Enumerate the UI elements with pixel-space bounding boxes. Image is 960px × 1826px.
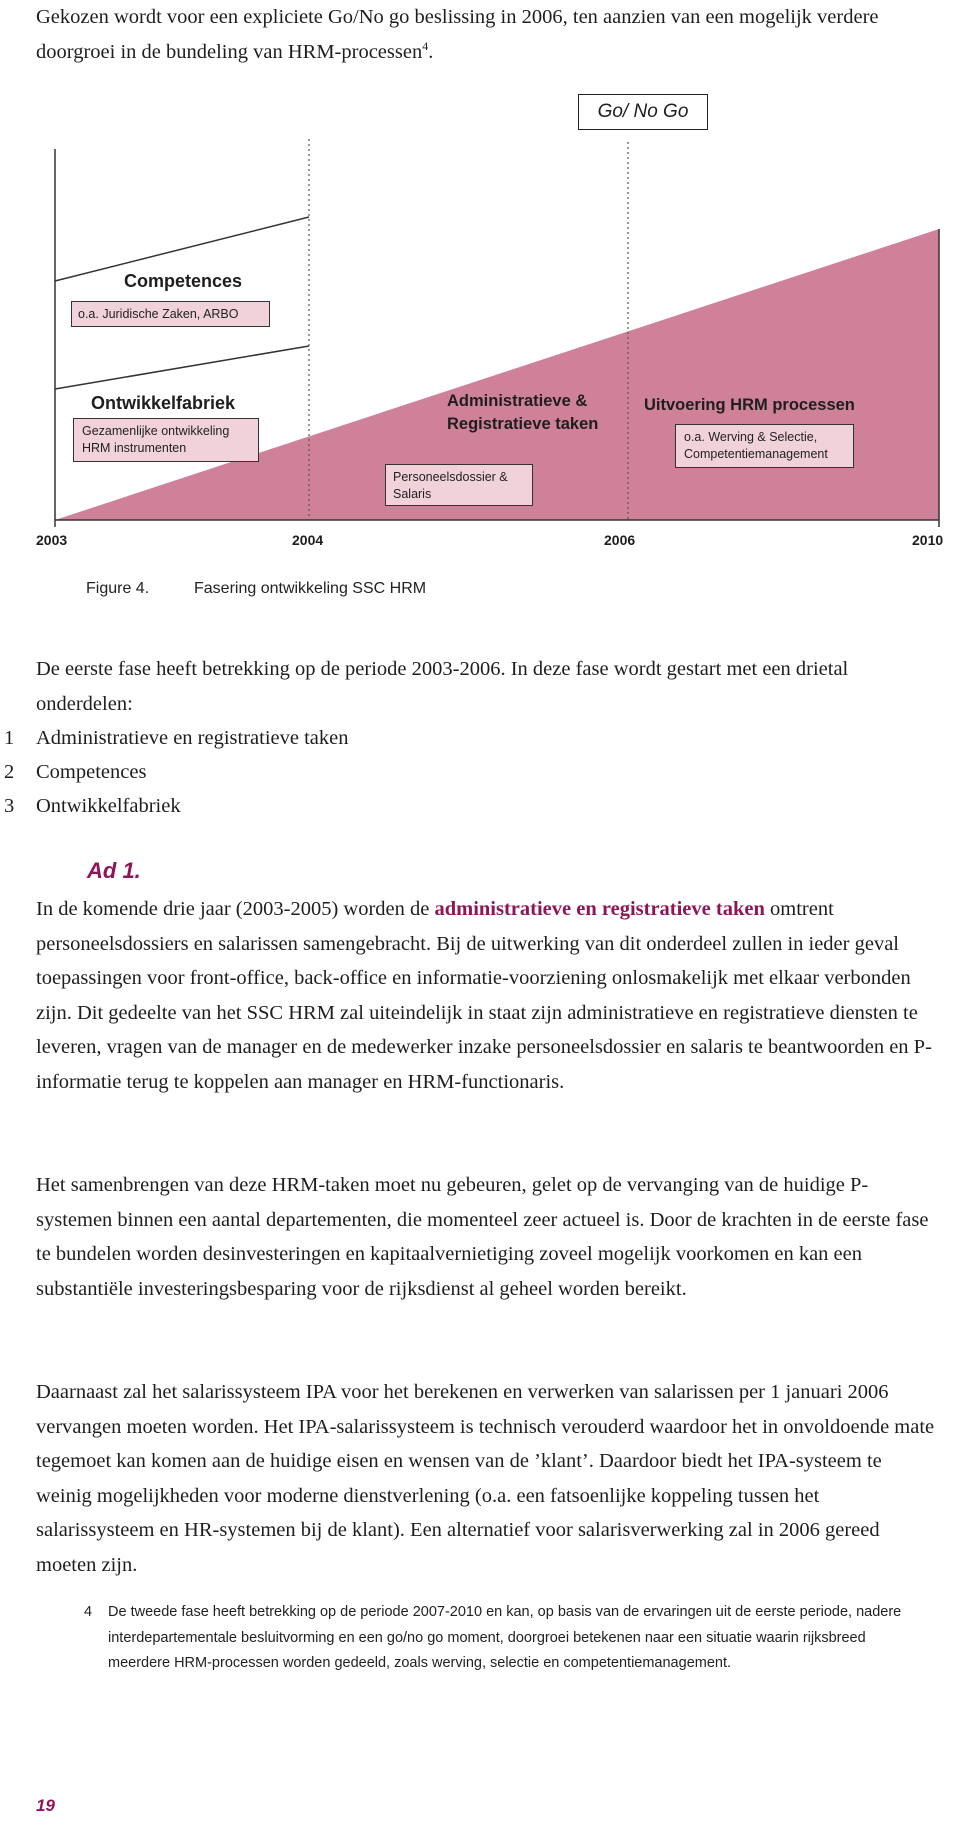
ad-1-text-rest: omtrent personeelsdossiers en salarissen samengebracht. Bij de uitwerking van dit onderdeel zullen in ieder geval toepassingen voor front-office, back-office en informatie-voorziening onlosmakelijk met elkaar verbonden zijn. Dit gedeelte van het SSC HRM zal uiteindelijk in staat zijn administratieve en registratieve diensten te leveren, vragen van de manager en de medewerker inzake personeelsdossier en salaris te beantwoorden en P-informatie terug te koppelen aan manager en HRM-functionaris. — [36, 898, 932, 1093]
footnote-reference[interactable]: 4 — [422, 38, 429, 53]
paragraph-phase-one: De eerste fase heeft betrekking op de periode 2003-2006. In deze fase wordt gestart met een drietal onderdelen: — [36, 658, 849, 715]
list-number: 1 — [4, 727, 15, 749]
ad-1-highlight: administratieve en registratieve taken — [434, 898, 765, 920]
list-text: Competences — [36, 761, 147, 783]
list-number: 2 — [4, 761, 15, 783]
ontwikkelfabriek-detail: Gezamenlijke ontwikkeling HRM instrumenten — [73, 418, 259, 462]
competences-title: Competences — [124, 271, 243, 291]
ontwikkelfabriek-divider — [55, 346, 309, 389]
list-number: 3 — [4, 795, 15, 817]
administratieve-title: Administratieve & Registratieve taken — [447, 392, 599, 433]
paragraph-hrm-taken: Het samenbrengen van deze HRM-taken moet nu gebeuren, gelet op de vervanging van de huidige P-systemen binnen een aantal departementen, die momenteel zeer actueel is. Door de krachten in de eerste fase te bundelen worden desinvesteringen en kapitaalvernietiging zoveel mogelijk voorkomen en kan een substantiële investeringsbesparing voor de rijksdienst al geheel worden bereikt. — [36, 1174, 929, 1300]
diagram-graphic — [0, 84, 960, 584]
year-2004: 2004 — [292, 532, 324, 548]
uitvoering-detail: o.a. Werving & Selectie, Competentiemanagement — [675, 424, 854, 468]
competences-detail: o.a. Juridische Zaken, ARBO — [71, 301, 270, 327]
footnote-text: De tweede fase heeft betrekking op de periode 2007-2010 en kan, op basis van de ervaringen uit de eerste periode, nadere interdepartementale besluitvorming en een go/no go moment, doorgroei betekenen naar een situatie waarin rijksbreed meerdere HRM-processen worden gedeeld, zoals werving, selectie en competentiemanagement. — [108, 1604, 902, 1671]
list-text: Administratieve en registratieve taken — [36, 727, 349, 749]
year-2003: 2003 — [36, 532, 68, 548]
uitvoering-title: Uitvoering HRM processen — [644, 396, 855, 414]
intro-paragraph — [36, 0, 936, 69]
list-text: Ontwikkelfabriek — [36, 795, 181, 817]
ontwikkelfabriek-title: Ontwikkelfabriek — [91, 393, 236, 413]
page-number: 19 — [36, 1796, 55, 1815]
ad-1-text-start: In de komende drie jaar (2003-2005) worden de — [36, 898, 435, 920]
paragraph-salarissysteem: Daarnaast zal het salarissysteem IPA voor het berekenen en verwerken van salarissen per 1 januari 2006 vervangen moeten worden. Het IPA-salarissysteem is technisch verouderd waardoor het in onvoldoende mate tegemoet kan komen aan de huidige eisen en wensen van de ’klant’. Daardoor biedt het IPA-systeem te weinig mogelijkheden voor moderne dienstverlening (o.a. een fatsoenlijke koppeling tussen het salarissysteem en HR-systemen bij de klant). Een alternatief voor salarisverwerking zal in 2006 gereed moeten zijn. — [36, 1381, 935, 1576]
year-2006: 2006 — [604, 532, 636, 548]
paragraph-ad-1 — [36, 892, 936, 1099]
intro-end: . — [428, 40, 434, 63]
year-2010: 2010 — [912, 532, 944, 548]
figure-label: Figure 4. — [86, 580, 150, 597]
footnote-number: 4 — [84, 1604, 93, 1620]
go-no-go-box: Go/ No Go — [578, 94, 708, 130]
administratieve-detail: Personeelsdossier & Salaris — [385, 464, 533, 506]
phasing-diagram — [0, 84, 960, 584]
intro-text: Gekozen wordt voor een expliciete Go/No go beslissing in 2006, ten aanzien van een mogelijk verdere doorgroei in de bundeling van HRM-processen — [36, 6, 879, 63]
figure-caption: Fasering ontwikkeling SSC HRM — [194, 580, 427, 597]
ad-1-heading: Ad 1. — [87, 858, 141, 883]
